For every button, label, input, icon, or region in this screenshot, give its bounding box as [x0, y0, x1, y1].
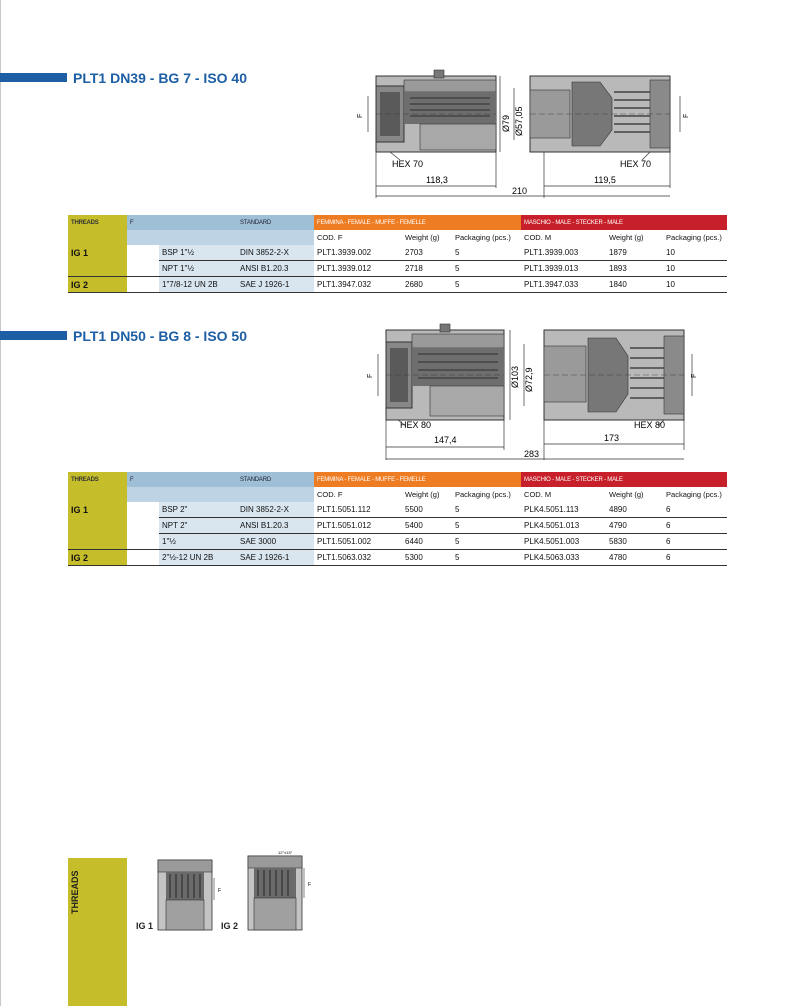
standard-cell: SAE J 1926-1	[237, 277, 314, 293]
dia-b-label: Ø72,9	[524, 367, 534, 392]
hex-female-label: HEX 80	[400, 420, 432, 430]
standard-cell: DIN 3852-2-X	[237, 245, 314, 261]
cod-f-header: COD. F	[317, 233, 343, 242]
table-row	[68, 518, 727, 534]
weight-m-cell: 4790	[606, 518, 663, 534]
table-row	[68, 261, 727, 277]
section-2-table	[68, 472, 727, 566]
f-dim-label-left: F	[367, 373, 374, 378]
male-coupler-drawing	[544, 330, 684, 420]
female-header: FEMMINA - FEMALE - MUFFE - FEMELLE	[314, 472, 521, 487]
threads-cell: IG 1	[68, 245, 127, 261]
f-cell: BSP 2"	[159, 502, 237, 518]
weight-m-header: Weight (g)	[609, 233, 644, 242]
threads-cell: IG 1	[68, 502, 127, 518]
f-header: F	[127, 215, 237, 230]
weight-f-cell: 2680	[402, 277, 452, 293]
weight-m-cell: 5830	[606, 534, 663, 550]
weight-f-cell: 5500	[402, 502, 452, 518]
section-1-bar	[0, 73, 67, 82]
ig1-f-label: F	[218, 888, 222, 894]
cod-m-cell: PLK4.5063.033	[521, 550, 606, 566]
table-row	[68, 550, 727, 566]
section-2-diagram	[360, 322, 700, 462]
standard-cell: ANSI B1.20.3	[237, 518, 314, 534]
pack-f-cell: 5	[452, 245, 521, 261]
pack-m-cell: 10	[663, 277, 727, 293]
male-coupler-drawing	[530, 76, 670, 152]
cod-m-cell: PLK4.5051.113	[521, 502, 606, 518]
threads-header: THREADS	[68, 472, 127, 487]
cod-f-cell: PLT1.5051.002	[314, 534, 402, 550]
f-cell: 2"½-12 UN 2B	[159, 550, 237, 566]
pack-f-header: Packaging (pcs.)	[455, 490, 511, 499]
pack-f-cell: 5	[452, 277, 521, 293]
cod-f-cell: PLT1.3939.012	[314, 261, 402, 277]
cod-m-cell: PLT1.3947.033	[521, 277, 606, 293]
threads-legend-label: THREADS	[70, 870, 80, 914]
f-cell: 1"7/8-12 UN 2B	[159, 277, 237, 293]
f-dim-label-right: F	[683, 113, 690, 118]
length-male-label: 119,5	[594, 175, 616, 185]
weight-m-cell: 1840	[606, 277, 663, 293]
standard-cell: SAE 3000	[237, 534, 314, 550]
threads-header: THREADS	[68, 215, 127, 230]
cod-m-header: COD. M	[524, 490, 552, 499]
weight-f-cell: 6440	[402, 534, 452, 550]
threads-cell: IG 2	[68, 277, 127, 293]
weight-m-cell: 1893	[606, 261, 663, 277]
weight-m-header: Weight (g)	[609, 490, 644, 499]
cod-f-cell: PLT1.5063.032	[314, 550, 402, 566]
pack-m-cell: 6	[663, 518, 727, 534]
pack-m-cell: 6	[663, 534, 727, 550]
section-2-bar	[0, 331, 67, 340]
weight-m-cell: 1879	[606, 245, 663, 261]
female-header: FEMMINA - FEMALE - MUFFE - FEMELLE	[314, 215, 521, 230]
section-1-diagram	[350, 68, 700, 200]
total-length-label: 283	[524, 449, 540, 459]
female-coupler-drawing	[386, 324, 504, 420]
threads-cell: IG 2	[68, 550, 127, 566]
standard-header: STANDARD	[237, 215, 314, 230]
pack-m-cell: 10	[663, 261, 727, 277]
f-cell: NPT 2"	[159, 518, 237, 534]
weight-f-cell: 5400	[402, 518, 452, 534]
weight-m-cell: 4780	[606, 550, 663, 566]
table-row	[68, 502, 727, 518]
dia-a-label: Ø79	[501, 114, 511, 132]
page-edge	[0, 0, 1, 1006]
table-subheader-row	[68, 230, 727, 245]
threads-cell	[68, 261, 127, 277]
weight-f-header: Weight (g)	[405, 233, 440, 242]
weight-f-header: Weight (g)	[405, 490, 440, 499]
pack-m-cell: 10	[663, 245, 727, 261]
cod-m-cell: PLT1.3939.003	[521, 245, 606, 261]
table-header-row	[68, 472, 727, 487]
section-1-title: PLT1 DN39 - BG 7 - ISO 40	[73, 70, 248, 86]
section-2-title: PLT1 DN50 - BG 8 - ISO 50	[73, 328, 248, 344]
section-1-table	[68, 215, 727, 293]
ig2-legend-label: IG 2	[221, 921, 239, 931]
pack-f-cell: 5	[452, 550, 521, 566]
female-coupler-drawing	[376, 70, 496, 152]
threads-cell	[68, 518, 127, 534]
table-row	[68, 277, 727, 293]
cod-f-cell: PLT1.3947.032	[314, 277, 402, 293]
ig1-thread-drawing	[158, 860, 214, 930]
cod-m-cell: PLK4.5051.003	[521, 534, 606, 550]
f-cell: BSP 1"½	[159, 245, 237, 261]
length-male-label: 173	[604, 433, 620, 443]
weight-f-cell: 5300	[402, 550, 452, 566]
cod-m-cell: PLT1.3939.013	[521, 261, 606, 277]
hex-male-label: HEX 80	[634, 420, 666, 430]
total-length-label: 210	[512, 186, 528, 196]
length-female-label: 147,4	[434, 435, 457, 445]
f-cell: 1"½	[159, 534, 237, 550]
f-cell: NPT 1"½	[159, 261, 237, 277]
pack-m-header: Packaging (pcs.)	[666, 490, 722, 499]
pack-f-cell: 5	[452, 534, 521, 550]
cod-m-header: COD. M	[524, 233, 552, 242]
pack-m-cell: 6	[663, 550, 727, 566]
table-subheader-row	[68, 487, 727, 502]
f-dim-label-right: F	[691, 373, 698, 378]
table-row	[68, 245, 727, 261]
pack-f-cell: 5	[452, 502, 521, 518]
standard-cell: ANSI B1.20.3	[237, 261, 314, 277]
table-row	[68, 534, 727, 550]
pack-f-cell: 5	[452, 518, 521, 534]
standard-header: STANDARD	[237, 472, 314, 487]
ig2-f-label: F	[308, 882, 312, 888]
weight-f-cell: 2718	[402, 261, 452, 277]
cod-f-header: COD. F	[317, 490, 343, 499]
ig2-angle-label: 12°±15°	[278, 850, 293, 855]
male-header: MASCHIO - MALE - STECKER - MALE	[521, 472, 727, 487]
table-header-row	[68, 215, 727, 230]
standard-cell: SAE J 1926-1	[237, 550, 314, 566]
f-header: F	[127, 472, 237, 487]
ig2-thread-drawing	[248, 856, 304, 930]
male-header: MASCHIO - MALE - STECKER - MALE	[521, 215, 727, 230]
pack-m-header: Packaging (pcs.)	[666, 233, 722, 242]
hex-female-label: HEX 70	[392, 159, 424, 169]
cod-f-cell: PLT1.5051.112	[314, 502, 402, 518]
standard-cell: DIN 3852-2-X	[237, 502, 314, 518]
weight-m-cell: 4890	[606, 502, 663, 518]
cod-m-cell: PLK4.5051.013	[521, 518, 606, 534]
pack-f-header: Packaging (pcs.)	[455, 233, 511, 242]
dia-b-label: Ø57,05	[514, 106, 524, 136]
hex-male-label: HEX 70	[620, 159, 652, 169]
dia-a-label: Ø103	[510, 365, 520, 388]
pack-m-cell: 6	[663, 502, 727, 518]
cod-f-cell: PLT1.5051.012	[314, 518, 402, 534]
length-female-label: 118,3	[426, 175, 448, 185]
cod-f-cell: PLT1.3939.002	[314, 245, 402, 261]
ig1-legend-label: IG 1	[136, 921, 154, 931]
threads-cell	[68, 534, 127, 550]
weight-f-cell: 2703	[402, 245, 452, 261]
pack-f-cell: 5	[452, 261, 521, 277]
f-dim-label-left: F	[357, 113, 364, 118]
